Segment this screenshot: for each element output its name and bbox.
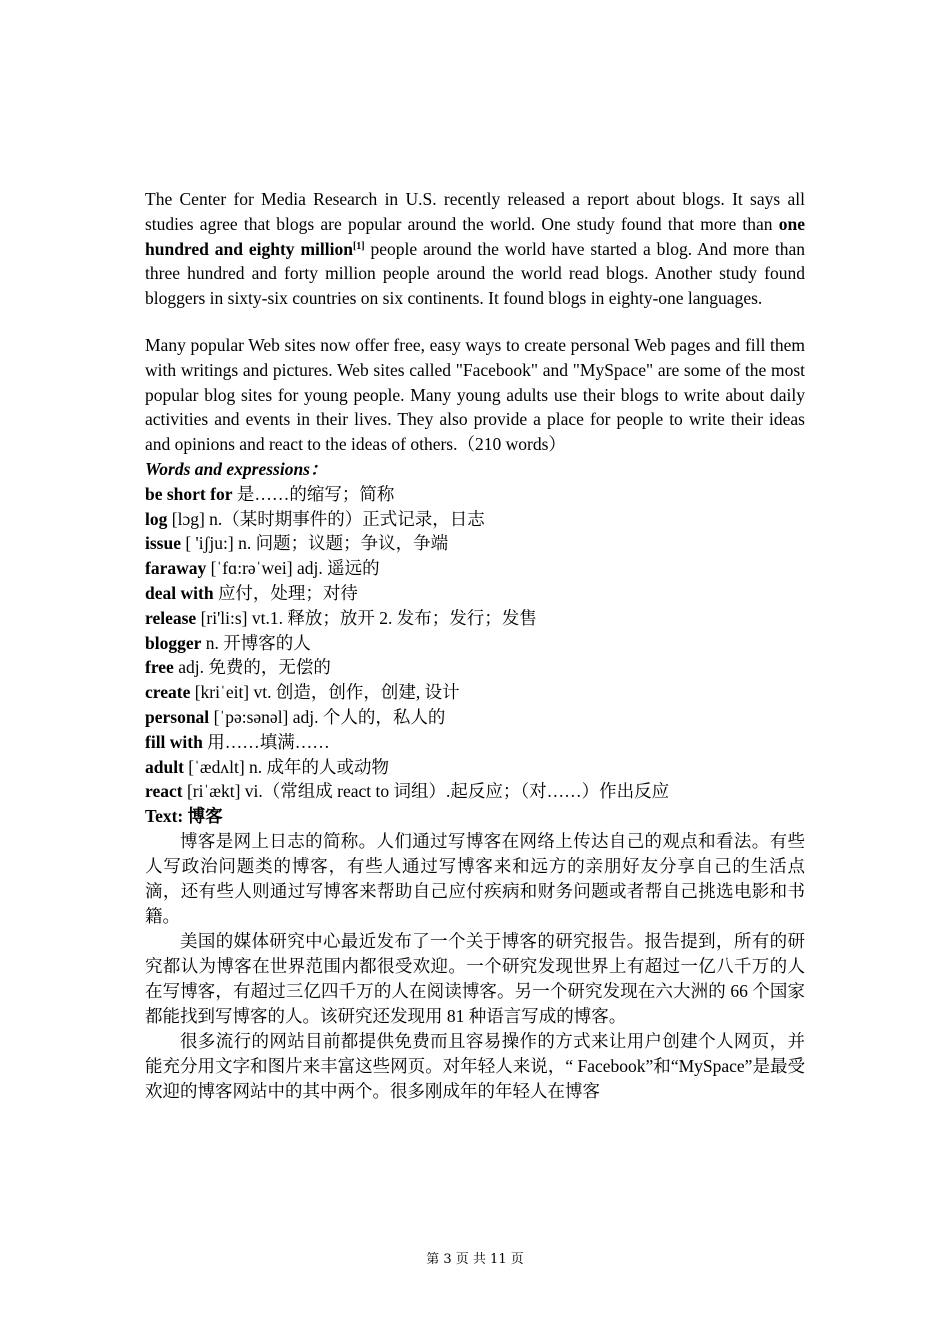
vocab-term: be short for	[145, 483, 233, 504]
vocab-definition: [ˈædʌlt] n. 成年的人或动物	[183, 756, 390, 777]
vocab-definition: [ˈfɑ:rəˈwei] adj. 遥远的	[206, 558, 380, 579]
vocab-term: adult	[145, 756, 184, 777]
vocab-term: faraway	[145, 558, 207, 579]
vocab-term: release	[145, 607, 197, 628]
vocab-item	[145, 755, 805, 780]
chinese-paragraph-3: 很多流行的网站目前都提供免费而且容易操作的方式来让用户创建个人网页，并能充分用文字和图片来丰富这些网页。对年轻人来说，“ Facebook”和“MySpace”是最受欢迎的博客网站中的其中两个。很多刚成年的年轻人在博客	[145, 1030, 805, 1101]
vocab-definition: adj. 免费的，无偿的	[173, 657, 331, 678]
vocab-item	[145, 606, 805, 631]
vocab-term: blogger	[145, 632, 202, 653]
vocab-term: react	[145, 781, 183, 802]
vocab-item	[145, 655, 805, 680]
vocab-definition: [kriˈeit] vt. 创造，创作，创建, 设计	[190, 682, 460, 703]
vocab-term: create	[145, 682, 191, 703]
chinese-paragraph-1: 博客是网上日志的简称。人们通过写博客在网络上传达自己的观点和看法。有些人写政治问题类的博客，有些人通过写博客来和远方的亲朋好友分享自己的生活点滴，还有些人则通过写博客来帮助自己应付疾病和财务问题或者帮自己挑选电影和书籍。	[145, 830, 805, 926]
vocab-definition: [ri'li:s] vt.1. 释放；放开 2. 发布；发行；发售	[196, 607, 537, 628]
vocab-term: free	[145, 657, 174, 678]
vocab-item	[145, 730, 805, 755]
page-body	[145, 187, 805, 1104]
page-footer: 第 3 页 共 11 页	[426, 1252, 524, 1267]
vocab-term: deal with	[145, 582, 214, 603]
vocab-item	[145, 705, 805, 730]
para2-text: Many popular Web sites now offer free, easy ways to create personal Web pages and fill them with writings and pictures. Web sites called "Facebook" and "MySpace" are some of the most popular blog sites for young people. Many young adults use their blogs to write about daily activities and events in their lives. They also provide a place for people to write their ideas and opinions and react to the ideas of others.	[145, 334, 805, 455]
vocab-definition: n. 开博客的人	[201, 632, 311, 653]
english-paragraph-2	[145, 333, 805, 457]
vocab-definition: 应付，处理；对待	[213, 582, 358, 603]
vocab-term: issue	[145, 533, 181, 554]
para1-text-after: people around the world have started a blog. And more than three hundred and forty million people around the world read blogs. Another study found bloggers in sixty-six countries on six continents. It found blogs in eighty-one languages.	[145, 238, 805, 309]
vocab-item	[145, 531, 805, 556]
text-heading: Text: 博客	[145, 806, 223, 827]
vocab-item	[145, 507, 805, 532]
vocab-definition: [ˈpə:sənəl] adj. 个人的，私人的	[209, 706, 446, 727]
para1-bold-number: one hundred and eighty million	[145, 213, 805, 259]
vocab-item	[145, 631, 805, 656]
vocab-definition: 是……的缩写；简称	[232, 483, 395, 504]
vocab-definition: 用……填满……	[202, 731, 330, 752]
vocab-definition: [lɔg] n.（某时期事件的）正式记录，日志	[167, 508, 485, 529]
chinese-paragraph-2: 美国的媒体研究中心最近发布了一个关于博客的研究报告。报告提到，所有的研究都认为博客在世界范围内都很受欢迎。一个研究发现世界上有超过一亿八千万的人在写博客，有超过三亿四千万的人在阅读博客。另一个研究发现在六大洲的 66 个国家都能找到写博客的人。该研究还发现用 81 种语言写成的博客。	[145, 930, 805, 1026]
vocab-heading: Words and expressions：	[145, 458, 328, 479]
vocab-list	[145, 482, 805, 804]
vocab-term: personal	[145, 706, 210, 727]
para1-text-before: The Center for Media Research in U.S. recently released a report about blogs. It says all studies agree that blogs are popular around the world. One study found that more than	[145, 189, 805, 234]
vocab-item	[145, 779, 805, 804]
vocab-item	[145, 680, 805, 705]
vocab-term: fill with	[145, 731, 203, 752]
vocab-item	[145, 581, 805, 606]
vocab-term: log	[145, 508, 168, 529]
vocab-definition: [ 'iʃju:] n. 问题；议题；争议，争端	[180, 533, 449, 554]
vocab-definition: [riˈækt] vi.（常组成 react to 词组）.起反应；（对……）作出反应	[182, 781, 670, 802]
vocab-item	[145, 482, 805, 507]
footnote-marker[interactable]: [1]	[352, 240, 365, 252]
word-count: （210 words）	[457, 434, 566, 455]
vocab-item	[145, 556, 805, 581]
english-paragraph-1	[145, 187, 805, 311]
